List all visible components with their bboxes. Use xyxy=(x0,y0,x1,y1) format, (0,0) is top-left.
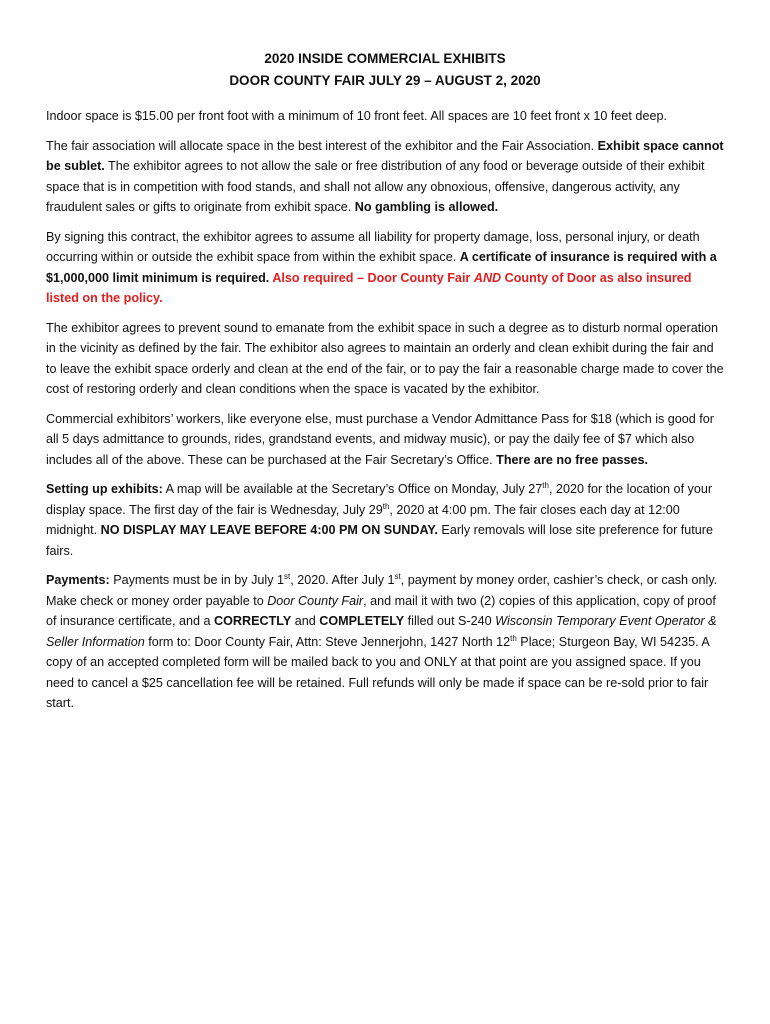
payments-text-5: and xyxy=(291,614,320,628)
passes-text: Commercial exhibitors’ workers, like everyone else, must purchase a Vendor Admittance Pass for $18 (which is good for all 5 days admittance to grounds, rides, grandstand events, and midway music), or pay the daily fee of $7 which also includes all of the above. These can be purchased at the Fair Secretary’s Office. xyxy=(46,411,715,467)
sound-cleanliness-text: The exhibitor agrees to prevent sound to emanate from the exhibit space in such a degree as to disturb normal operation in the vicinity as defined by the fair. The exhibitor also agrees to maintain an orderly and clean exhibit during the fair and to leave the exhibit space orderly and clean at the end of the fair, or to pay the fair a reasonable charge made to cover the cost of restoring orderly and clean conditions when the space is vacated by the exhibitor. xyxy=(46,320,724,396)
completely-emphasis: COMPLETELY xyxy=(319,614,405,628)
payments-label: Payments: xyxy=(46,573,110,587)
payments-text-3: , payment by money order, cashier’s check, or cash only. Make check or money order payable to xyxy=(46,573,718,608)
setup-text-4: Early removals will lose site preference for future fairs. xyxy=(46,523,714,558)
liability-text: By signing this contract, the exhibitor agrees to assume all liability for property damage, loss, personal injury, or death occurring within or outside the exhibit space from within the exhibit space. xyxy=(46,229,700,264)
setup-text-3: , 2020 at 4:00 pm. The fair closes each day at 12:00 midnight. xyxy=(46,502,680,537)
setup-text-1: A map will be available at the Secretary’s Office on Monday, July 27 xyxy=(162,482,543,496)
form-name: Wisconsin Temporary Event Operator & Seller Information xyxy=(46,614,717,649)
additional-insured-notice-2: County of Door as also insured listed on the policy. xyxy=(46,270,692,305)
payments-text-8: Place; Sturgeon Bay, WI 54235. A copy of an accepted completed form will be mailed back to you and ONLY at that point are you assigned space. If you need to cancel a $25 cancellation fee will be retained. Full refunds will only be made if space can be re-sold prior to fair start. xyxy=(46,634,710,710)
payments-sup-3: th xyxy=(510,633,517,643)
paragraph-setup xyxy=(46,479,724,561)
paragraph-payments xyxy=(46,570,724,714)
allocation-text-2: The exhibitor agrees to not allow the sale or free distribution of any food or beverage outside of their exhibit space that is in competition with food stands, and shall not allow any obnoxious, offensive, dangerous activity, any fraudulent sales or gifts to originate from exhibit space. xyxy=(46,159,705,214)
payments-text-1: Payments must be in by July 1 xyxy=(109,573,284,587)
payee-name: Door County Fair xyxy=(267,593,364,608)
paragraph-pricing xyxy=(46,106,724,127)
allocation-text-1: The fair association will allocate space in the best interest of the exhibitor and the Fair Association. xyxy=(46,138,598,153)
title-line-1: 2020 INSIDE COMMERCIAL EXHIBITS xyxy=(264,51,506,66)
payments-text-6: filled out S-240 xyxy=(404,614,496,628)
setup-sup-2: th xyxy=(382,501,390,511)
payments-sup-1: st xyxy=(284,571,291,581)
paragraph-liability xyxy=(46,227,724,309)
payments-text-7: form to: Door County Fair, Attn: Steve Jennerjohn, 1427 North 12 xyxy=(144,634,511,649)
gambling-notice: No gambling is allowed. xyxy=(354,200,499,214)
payments-text-4: , and mail it with two (2) copies of this application, copy of proof of insurance certificate, and a xyxy=(46,593,716,628)
sublet-notice: Exhibit space cannot be sublet. xyxy=(46,138,724,173)
correctly-emphasis: CORRECTLY xyxy=(214,614,292,628)
document-title xyxy=(46,48,724,92)
paragraph-passes xyxy=(46,409,724,471)
pricing-text: Indoor space is $15.00 per front foot with a minimum of 10 front feet. All spaces are 10 feet front x 10 feet deep. xyxy=(46,109,667,123)
paragraph-sound-cleanliness xyxy=(46,318,724,400)
payments-text-2: , 2020. After July 1 xyxy=(290,573,395,587)
setup-label: Setting up exhibits: xyxy=(46,482,163,496)
setup-text-2: , 2020 for the location of your display space. The first day of the fair is Wednesday, July 29 xyxy=(46,482,713,517)
insurance-requirement: A certificate of insurance is required with a $1,000,000 limit minimum is required. xyxy=(46,250,717,285)
additional-insured-and: AND xyxy=(473,270,502,285)
no-free-passes-notice: There are no free passes. xyxy=(496,452,649,467)
payments-sup-2: st xyxy=(394,571,401,581)
paragraph-allocation xyxy=(46,136,724,218)
setup-sup-1: th xyxy=(542,480,549,490)
no-early-leave-notice: NO DISPLAY MAY LEAVE BEFORE 4:00 PM ON SUNDAY. xyxy=(100,523,438,537)
additional-insured-notice-1: Also required – Door County Fair xyxy=(269,270,474,285)
title-line-2: DOOR COUNTY FAIR JULY 29 – AUGUST 2, 2020 xyxy=(229,73,541,88)
